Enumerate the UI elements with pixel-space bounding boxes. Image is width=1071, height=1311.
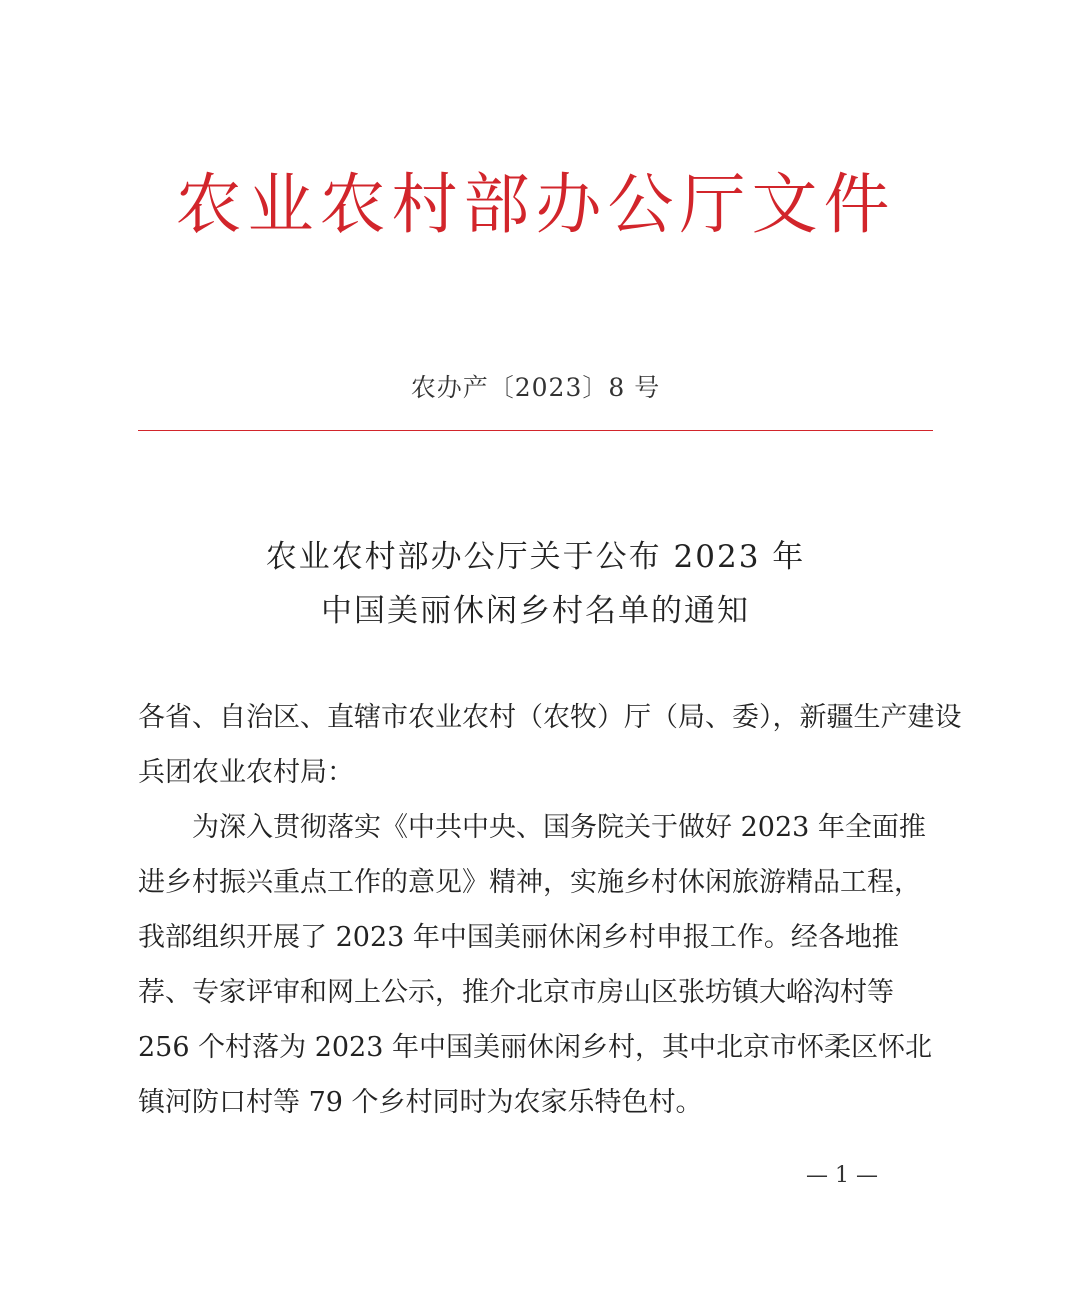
body-paragraph-line-3: 我部组织开展了 2023 年中国美丽休闲乡村申报工作。经各地推 bbox=[138, 922, 899, 953]
notice-title-line-1: 农业农村部办公厅关于公布 2023 年 bbox=[265, 539, 806, 575]
body-paragraph-line-2: 进乡村振兴重点工作的意见》精神，实施乡村休闲旅游精品工程， bbox=[138, 867, 921, 898]
addressee-line-2: 兵团农业农村局： bbox=[138, 757, 354, 788]
masthead-title: 农业农村部办公厅文件 bbox=[175, 166, 896, 243]
page-number: — 1 — bbox=[806, 1163, 878, 1188]
body-paragraph-line-6: 镇河防口村等 79 个乡村同时为农家乐特色村。 bbox=[138, 1087, 703, 1118]
red-divider-line bbox=[138, 430, 933, 431]
body-paragraph-line-4: 荐、专家评审和网上公示，推介北京市房山区张坊镇大峪沟村等 bbox=[138, 977, 894, 1008]
document-number: 农办产〔2023〕8 号 bbox=[410, 373, 661, 402]
notice-body bbox=[138, 690, 962, 1130]
body-paragraph-line-1: 为深入贯彻落实《中共中央、国务院关于做好 2023 年全面推 bbox=[192, 812, 926, 843]
notice-title bbox=[0, 530, 1071, 638]
addressee-line-1: 各省、自治区、直辖市农业农村（农牧）厅（局、委），新疆生产建设 bbox=[138, 702, 962, 733]
body-paragraph-line-5: 256 个村落为 2023 年中国美丽休闲乡村，其中北京市怀柔区怀北 bbox=[138, 1032, 932, 1063]
notice-title-line-2: 中国美丽休闲乡村名单的通知 bbox=[321, 593, 750, 629]
